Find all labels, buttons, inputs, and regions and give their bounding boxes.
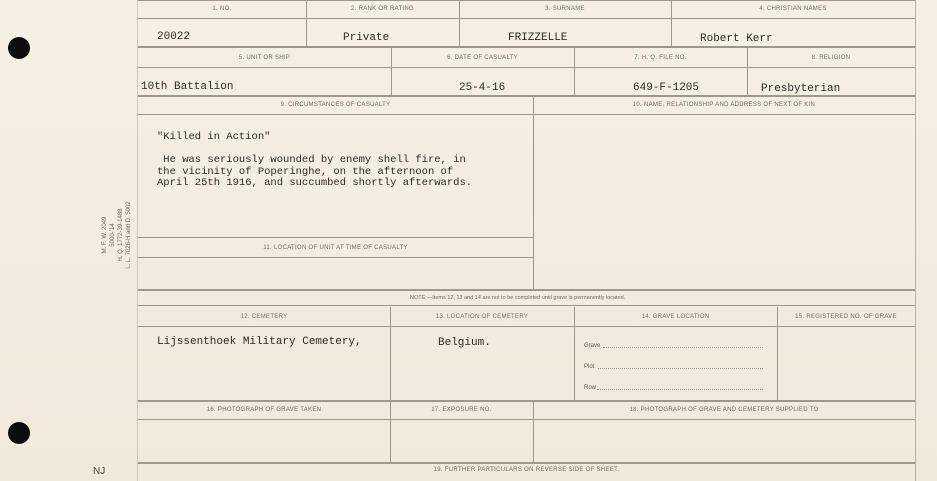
rule (138, 419, 915, 420)
label-photograph-supplied: 18. PHOTOGRAPH OF GRAVE AND CEMETERY SUPPLIED TO (629, 407, 819, 413)
label-registered-no: 15. REGISTERED NO. OF GRAVE (795, 314, 897, 320)
rule (777, 307, 778, 400)
value-hq-file: 649-F-1205 (633, 82, 700, 94)
value-unit: 10th Battalion (141, 81, 234, 93)
rule (138, 67, 915, 68)
rule (138, 46, 915, 48)
rule (138, 114, 915, 115)
form-reference-note (101, 180, 161, 290)
form-reference-line: 5000-’14 (110, 223, 116, 247)
row-dotted-line (597, 388, 763, 390)
plot-field-label: Plot (584, 364, 595, 370)
rule (390, 307, 391, 400)
rule (574, 307, 575, 400)
rule (915, 0, 916, 481)
rule (306, 0, 307, 46)
value-number: 20022 (157, 31, 191, 43)
grave-field-label: Grave (584, 343, 601, 349)
label-hq-file: 7. H. Q. FILE NO. (634, 55, 687, 61)
rule (138, 0, 915, 1)
rule (459, 0, 460, 46)
rule (138, 237, 533, 238)
value-surname: FRIZZELLE (508, 32, 568, 44)
form-reference-line: L. L. 7026-H and D. 5002 (126, 201, 132, 269)
label-grave-location: 14. GRAVE LOCATION (641, 314, 710, 320)
circumstance-description: He was seriously wounded by enemy shell fire, in the vicinity of Poperinghe, on the afternoon of April 25th 1916, and succumbed shortly afterwards. (157, 154, 473, 189)
punch-hole (8, 37, 30, 59)
plot-dotted-line (598, 367, 763, 369)
label-cemetery: 12. CEMETERY (240, 314, 288, 320)
row-field-label: Row (584, 385, 597, 391)
label-surname: 3. SURNAME (545, 6, 585, 12)
label-unit-location: 11. LOCATION OF UNIT AT TIME OF CASUALTY (263, 245, 408, 251)
form-reference-line: H. Q. 1772-39-1488 (118, 208, 124, 262)
value-religion: Presbyterian (761, 83, 841, 95)
rule (138, 18, 915, 19)
rule (391, 48, 392, 95)
value-date: 25-4-16 (459, 82, 506, 94)
rule (138, 289, 915, 291)
circumstance-title: "Killed in Action" (157, 131, 271, 143)
rule (138, 305, 915, 306)
label-exposure-no: 17. EXPOSURE NO. (431, 407, 492, 413)
rule (138, 400, 915, 402)
rule (138, 462, 915, 464)
label-cemetery-location: 13. LOCATION OF CEMETERY (435, 314, 529, 320)
label-next-of-kin: 10. NAME, RELATIONSHIP AND ADDRESS OF NEXT OF KIN (632, 102, 816, 108)
rule (138, 257, 533, 258)
label-date: 6. DATE OF CASUALTY (447, 55, 518, 61)
note-text: NOTE:—Items 12, 13 and 14 are not to be completed until grave is permanently located. (410, 295, 626, 301)
label-circumstances: 9. CIRCUMSTANCES OF CASUALTY (280, 102, 391, 108)
value-christian-names: Robert Kerr (700, 33, 773, 45)
label-further-particulars: 19. FURTHER PARTICULARS ON REVERSE SIDE OF SHEET. (433, 467, 620, 473)
rule (390, 402, 391, 462)
punch-hole (8, 422, 30, 444)
rule (671, 0, 672, 46)
label-christian-names: 4. CHRISTIAN NAMES (759, 6, 827, 12)
label-unit: 5. UNIT OR SHIP (238, 55, 291, 61)
label-religion: 8. RELIGION (811, 55, 851, 61)
label-number: 1. NO. (212, 6, 232, 12)
value-cemetery-location: Belgium. (438, 337, 491, 349)
bottom-mark: NJ (93, 466, 106, 477)
label-rank: 2. RANK OR RATING (351, 6, 414, 12)
value-cemetery: Lijssenthoek Military Cemetery, (157, 336, 362, 348)
value-rank: Private (343, 32, 390, 44)
rule (533, 402, 534, 462)
grave-dotted-line (603, 346, 763, 348)
rule (138, 95, 915, 97)
rule (574, 48, 575, 95)
rule (533, 97, 534, 290)
rule (747, 48, 748, 95)
label-photograph-taken: 16. PHOTOGRAPH OF GRAVE TAKEN (206, 407, 322, 413)
rule (138, 326, 915, 327)
form-reference-line: M. F. W. 2049 (102, 216, 108, 254)
